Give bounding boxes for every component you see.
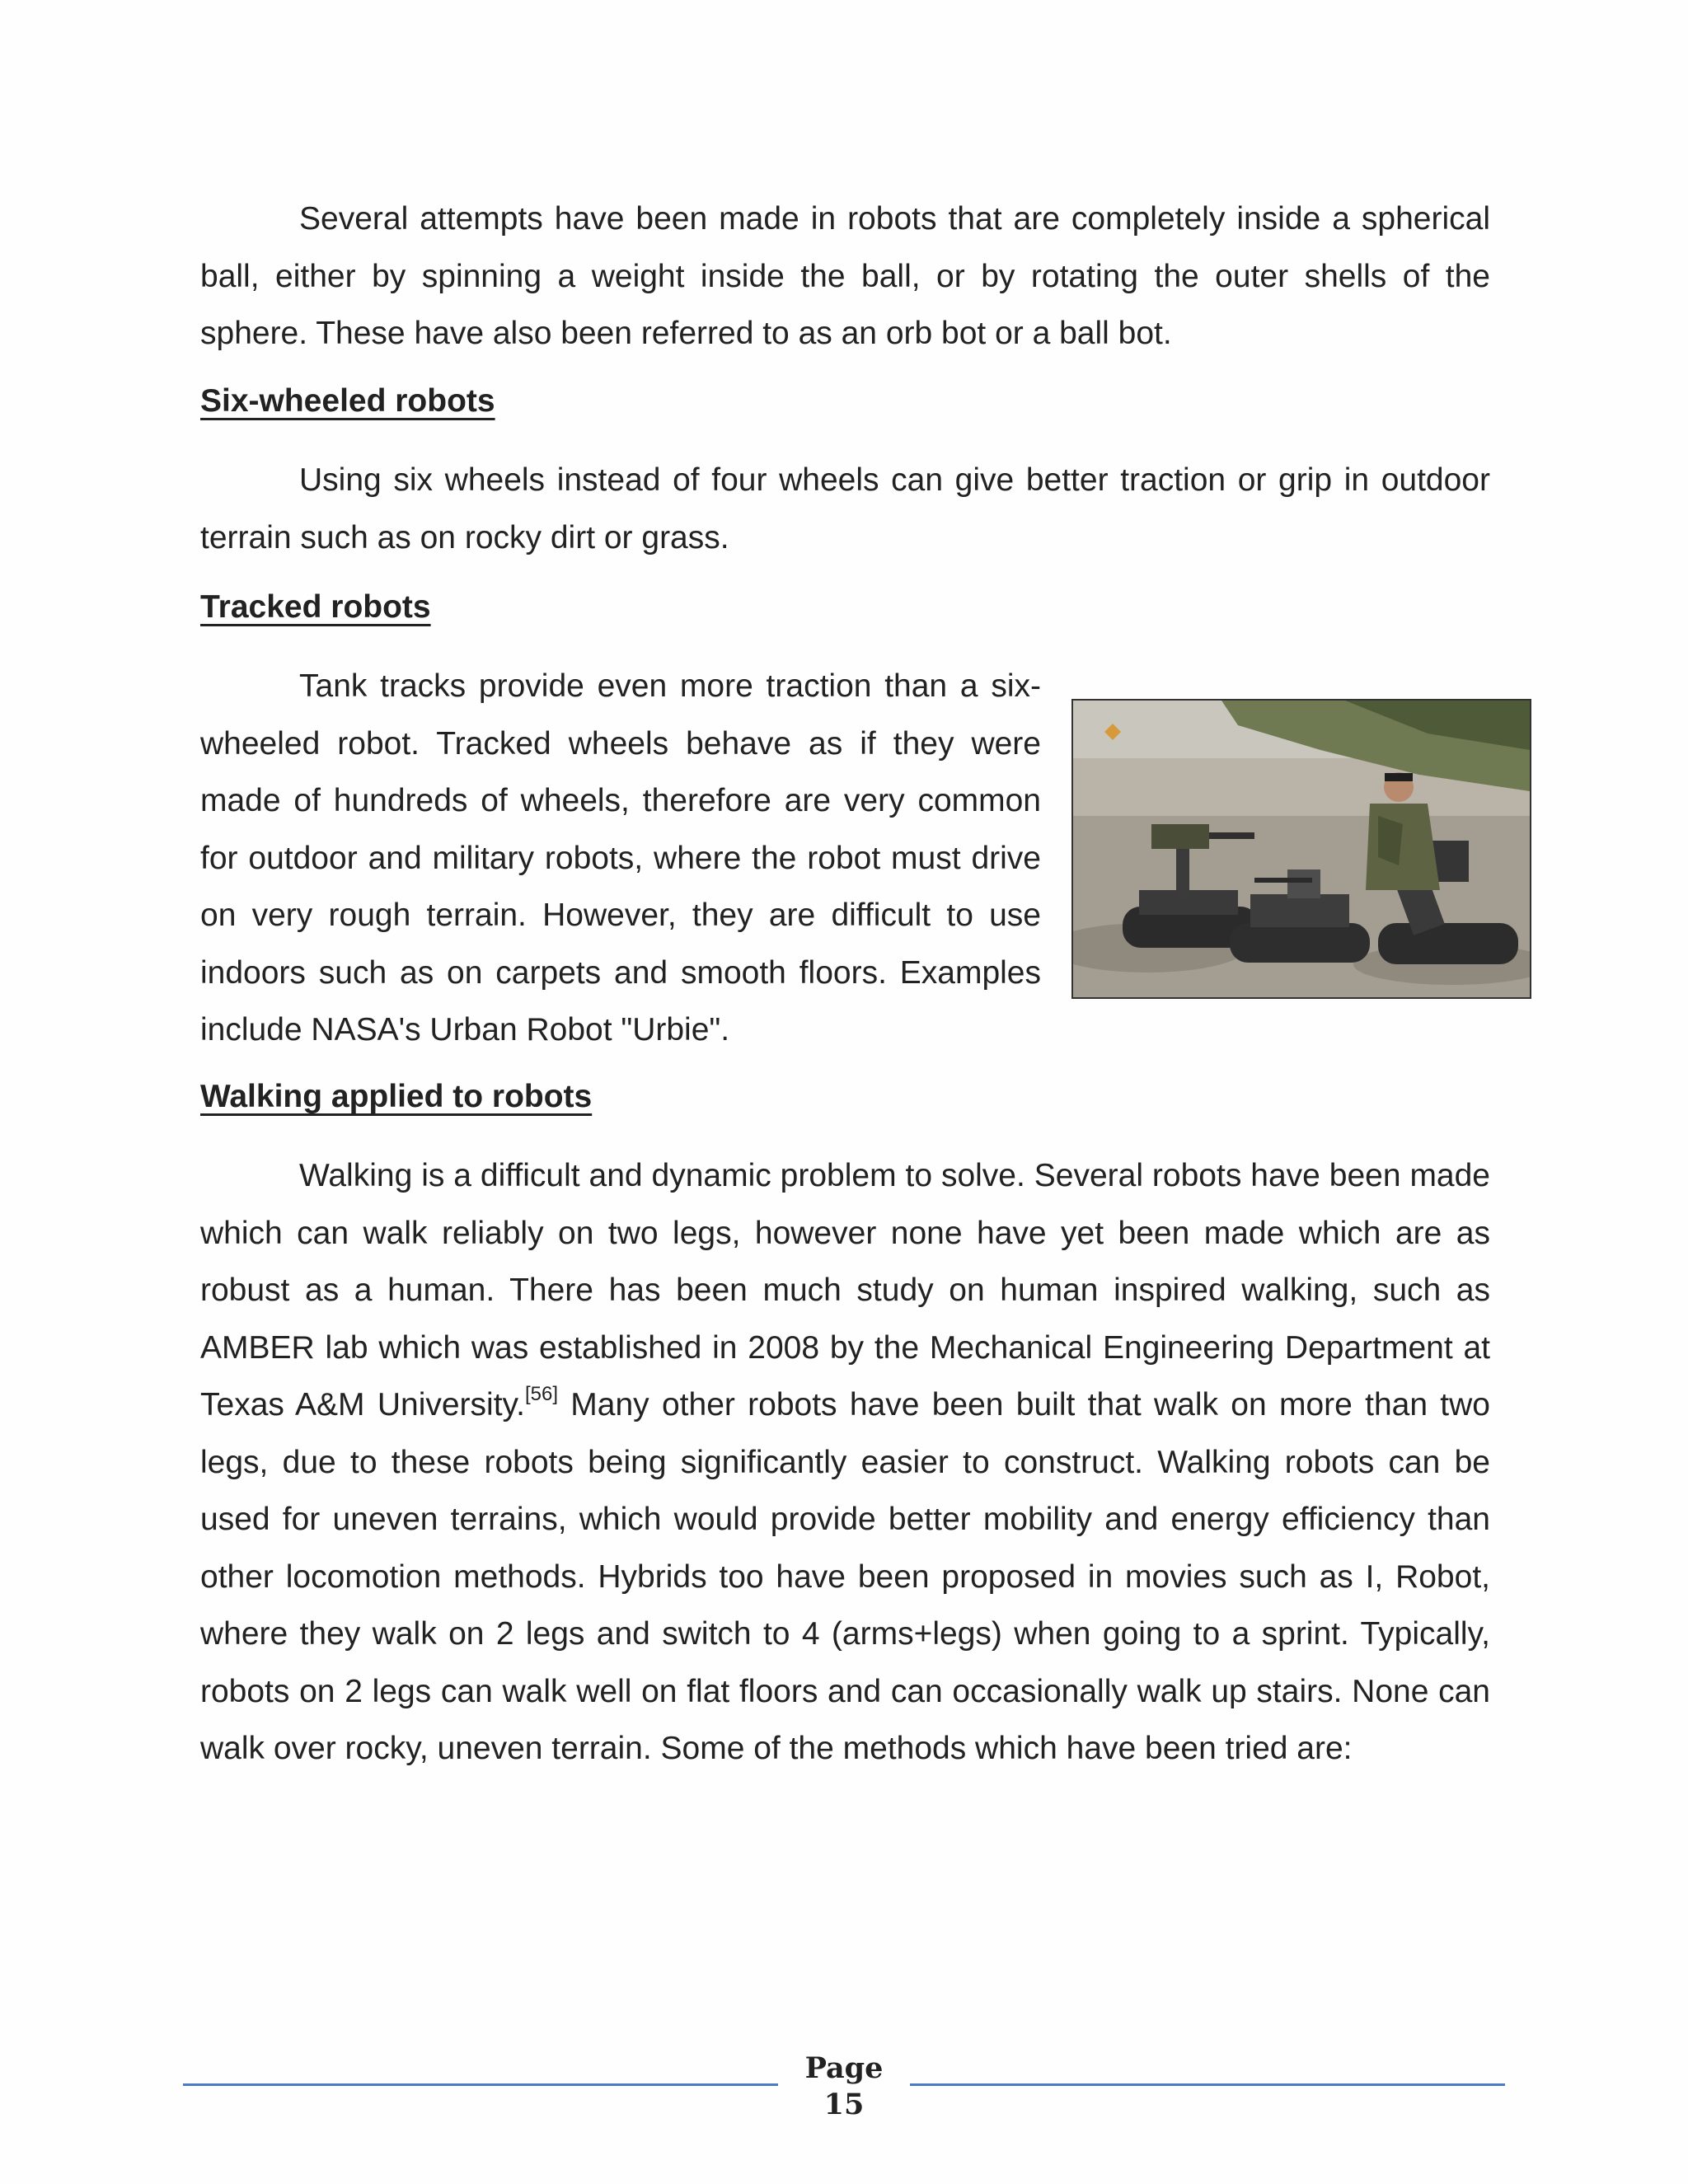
tracked-robots-image <box>1073 701 1530 997</box>
footer-rule-right <box>910 2083 1505 2086</box>
heading-walking-robots: Walking applied to robots <box>200 1079 593 1114</box>
paragraph-tracked <box>200 658 1041 1059</box>
six-wheeled-text: Using six wheels instead of four wheels can give better traction or grip in outdoor terrain such as on rocky dirt or grass. <box>200 462 1490 555</box>
heading-six-wheeled-robots: Six-wheeled robots <box>200 383 495 419</box>
walking-text-part1: Walking is a difficult and dynamic problem to solve. Several robots have been made which can walk reliably on two legs, however none have yet been made which are as robust as a human. There has been much study on human inspired walking, such as AMBER lab which was established in 2008 by the Mechanical Engineering Department at Texas A&M University. <box>200 1158 1490 1422</box>
page-label: Page <box>804 2051 884 2085</box>
page-number-label <box>791 2050 897 2123</box>
citation-56: [56] <box>524 1383 559 1405</box>
heading-tracked-robots: Tracked robots <box>200 589 431 625</box>
paragraph-walking <box>200 1147 1490 1778</box>
footer-rule-left <box>183 2083 778 2086</box>
walking-text <box>200 1147 1490 1778</box>
page-number: 15 <box>823 2088 865 2121</box>
paragraph-six-wheeled <box>200 452 1490 566</box>
walking-text-part2: Many other robots have been built that walk on more than two legs, due to these robots being significantly easier to construct. Walking robots can be used for uneven terrains, which would provide better mobility and energy efficiency than other locomotion methods. Hybrids too have been proposed in movies such as I, Robot, where they walk on 2 legs and switch to 4 (arms+legs) when going to a sprint. Typically, robots on 2 legs can walk well on flat floors and can occasionally walk up stairs. None can walk over rocky, uneven terrain. Some of the methods which have been tried are: <box>200 1387 1490 1766</box>
ball-bots-text: Several attempts have been made in robots that are completely inside a spherical ball, either by spinning a weight inside the ball, or by rotating the outer shells of the sphere. These have also been referred to as an orb bot or a ball bot. <box>200 201 1490 351</box>
paragraph-ball-bots <box>200 190 1490 363</box>
tracked-robots-photo <box>1071 699 1531 999</box>
tracked-text: Tank tracks provide even more traction than a six-wheeled robot. Tracked wheels behave as if they were made of hundreds of wheels, therefore are very common for outdoor and military robots, where the robot must drive on very rough terrain. However, they are difficult to use indoors such as on carpets and smooth floors. Examples include NASA's Urban Robot "Urbie". <box>200 668 1041 1047</box>
